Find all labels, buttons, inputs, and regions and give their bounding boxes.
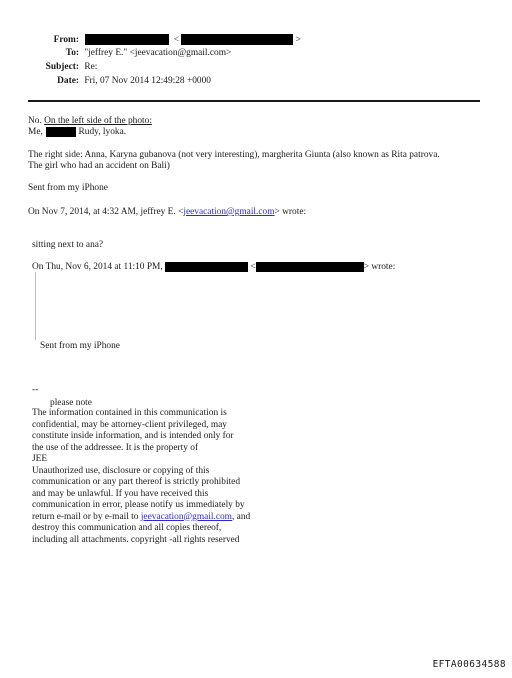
subject-value: Re: [84,62,98,72]
disclaimer-line: destroy this communication and all copies thereof, [32,523,222,533]
disclaimer-line: The information contained in this communication is [32,408,227,418]
message-right-side-1: The right side: Anna, Karyna gubanova (not very interesting), margherita Giunta (also known as Rita patrova. [28,150,440,160]
email-link[interactable]: jeevacation@gmail.com [140,511,232,522]
subject-label: Subject: [45,62,79,72]
disclaimer-please-note: please note [50,398,92,408]
quoted-text: sitting next to ana? [32,240,104,250]
message-right-side-2: The girl who had an accident on Bali) [28,161,170,171]
quoted-intro-text: On Thu, Nov 6, 2014 at 11:10 PM, [32,262,163,273]
disclaimer-line: communication in error, please notify us immediately by [32,500,245,510]
subject-row [20,61,97,73]
disclaimer-line: communication or any part thereof is strictly prohibited [32,477,241,487]
from-gt: > [295,35,301,45]
message-text: No. [28,116,45,126]
disclaimer-line: constitute inside information, and is intended only for [32,431,234,441]
reply-intro-text: > wrote: [274,207,307,217]
disclaimer-line: and may be unlawful. If you have received this [32,488,209,499]
redaction-bar [46,127,76,137]
redaction-bar [85,34,169,45]
document-id: EFTA00634588 [432,659,506,670]
redaction-bar [256,262,364,272]
disclaimer-text: , and [231,511,251,522]
message-signature: Sent from my iPhone [28,183,108,193]
quoted-intro-text: > wrote: [363,262,396,273]
redaction-bar [181,34,293,45]
quote-bar [35,272,36,340]
disclaimer-line: Unauthorized use, disclosure or copying of this [32,465,210,476]
disclaimer-line [32,512,250,524]
message-line-2 [28,127,126,139]
from-label: From: [53,35,79,45]
date-value: Fri, 07 Nov 2014 12:49:28 +0000 [84,76,211,86]
header-divider [28,100,480,102]
message-text: Rudy, lyoka. [76,127,127,138]
email-link[interactable]: jeevacation@gmail.com [183,207,275,217]
message-text-underlined: On the left side of the photo: [44,116,152,126]
disclaimer-line: confidential, may be attorney-client privileged, may [32,419,227,430]
quoted-intro [32,262,395,274]
disclaimer-text: return e-mail or by e-mail to [32,511,141,522]
disclaimer-dashes: -- [32,385,39,395]
disclaimer-line: JEE [32,454,48,464]
message-line-1 [28,116,152,128]
disclaimer-body [32,408,250,546]
to-label: To: [65,48,79,58]
message-text: Me, [28,127,43,138]
from-lt: < [173,35,179,45]
from-row [20,34,301,46]
date-row [20,75,211,87]
to-value: "jeffrey E." <jeevacation@gmail.com> [84,48,232,58]
redaction-bar [165,262,248,272]
reply-intro-text: On Nov 7, 2014, at 4:32 AM, jeffrey E. < [28,207,184,217]
quoted-intro-text: < [250,262,256,273]
quoted-signature: Sent from my iPhone [40,341,120,351]
date-label: Date: [57,76,79,86]
reply-intro [28,207,306,219]
to-row [20,47,231,59]
disclaimer-line: including all attachments. copyright -all rights reserved [32,534,240,545]
disclaimer-line: the use of the addressee. It is the property of [32,442,199,453]
